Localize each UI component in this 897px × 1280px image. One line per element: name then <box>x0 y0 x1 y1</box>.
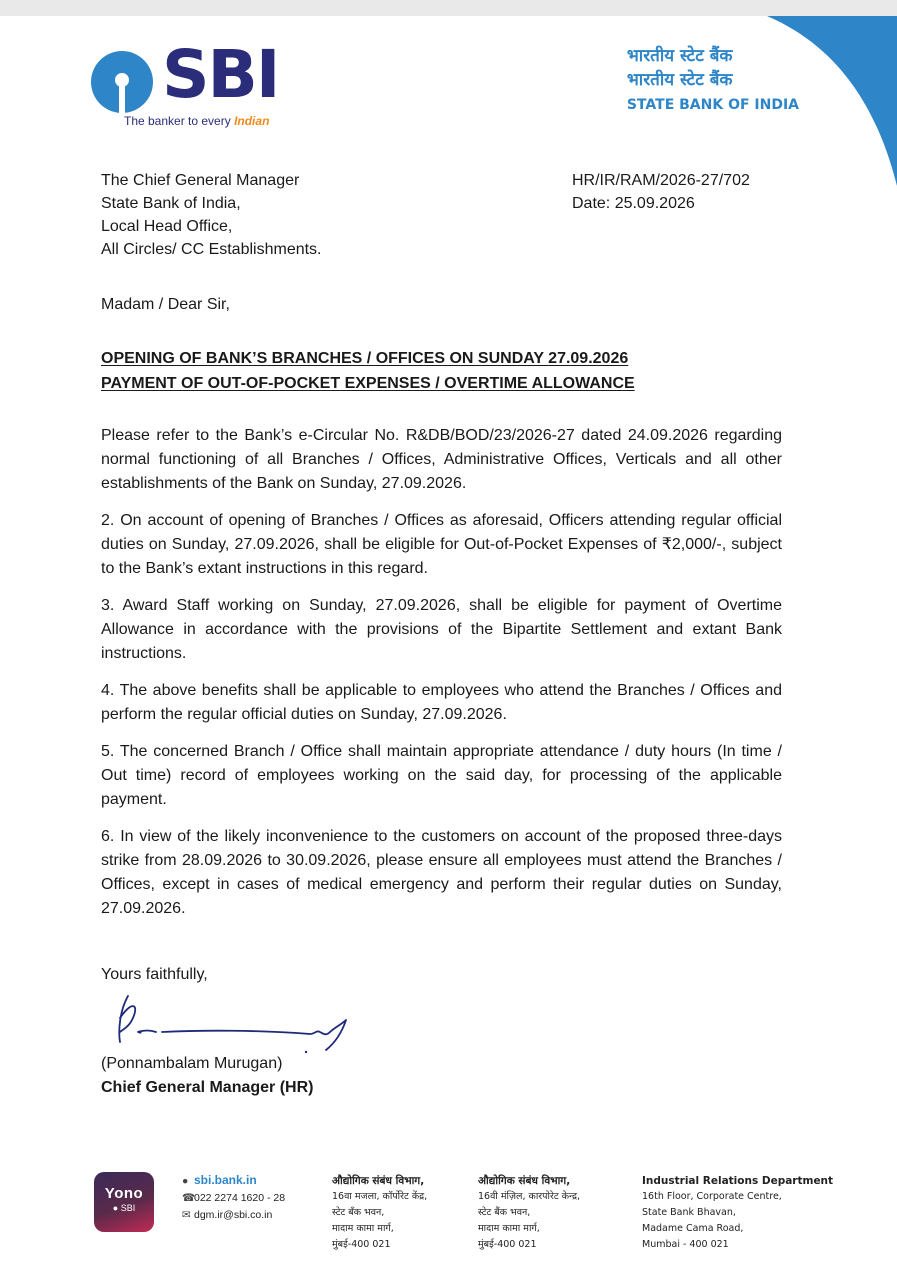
email-icon: ✉ <box>182 1209 191 1221</box>
sbi-wordmark: SBI <box>162 36 279 113</box>
handwritten-signature <box>110 990 360 1060</box>
footer-address-english: Industrial Relations Department 16th Floor, Corporate Centre, State Bank Bhavan, Madame Cama Road, Mumbai - 400 021 <box>642 1175 834 1250</box>
paragraph-2: 2. On account of opening of Branches / Offices as aforesaid, Officers attending regular official duties on Sunday, 27.09.2026, shall be eligible for Out-of-Pocket Expenses of ₹2,000/-, subject to the Bank’s extant instructions in this regard. <box>101 512 782 577</box>
recipient-address: The Chief General Manager State Bank of India, Local Head Office, All Circles/ CC Establishments. <box>101 172 322 258</box>
bank-name-english: STATE BANK OF INDIA <box>626 97 799 113</box>
contact-details <box>182 1172 285 1224</box>
paragraph-5: 5. The concerned Branch / Office shall maintain appropriate attendance / duty hours (In time / Out time) record of employees working on the said day, for processing of the applicable payment. <box>101 743 782 808</box>
subject-line-1: OPENING OF BANK’S BRANCHES / OFFICES ON SUNDAY 27.09.2026 <box>101 350 629 367</box>
website-link[interactable]: sbi.bank.in <box>194 1173 257 1187</box>
signer-designation: Chief General Manager (HR) <box>101 1079 314 1096</box>
salutation: Madam / Dear Sir, <box>101 296 230 313</box>
letter-body <box>101 424 782 934</box>
yono-app-logo: Yono ● SBI <box>94 1172 154 1232</box>
tagline: The banker to every Indian <box>124 114 270 128</box>
reference-block <box>572 169 750 215</box>
phone-icon: ☎ <box>182 1192 196 1204</box>
reference-number: HR/IR/RAM/2026-27/702 <box>572 172 750 189</box>
signer-block <box>101 1052 313 1100</box>
email-address[interactable]: dgm.ir@sbi.co.in <box>194 1209 273 1221</box>
letter-page <box>0 16 897 1280</box>
subject <box>101 346 635 396</box>
footer-address-hindi: औद्योगिक संबंध विभाग, 16वी मंज़िल, कारपोरेट केन्द्र, स्टेट बैंक भवन, मादाम कामा मार्ग, मुंबई-400 021 <box>478 1175 581 1250</box>
tagline-highlight: Indian <box>234 114 270 128</box>
paragraph-1: Please refer to the Bank’s e-Circular No. R&DB/BOD/23/2026-27 dated 24.09.2026 regarding normal functioning of all Branches / Offices, Administrative Offices, Verticals and all other establishments of the Bank on Sunday, 27.09.2026. <box>101 427 782 492</box>
closing: Yours faithfully, <box>101 966 208 983</box>
paragraph-4: 4. The above benefits shall be applicable to employees who attend the Branches / Offices and perform the regular official duties on Sunday, 27.09.2026. <box>101 682 782 723</box>
bank-name-hindi-2: भारतीय स्टेट बैंक <box>626 70 733 90</box>
subject-line-2: PAYMENT OF OUT-OF-POCKET EXPENSES / OVERTIME ALLOWANCE <box>101 375 635 392</box>
signer-name: (Ponnambalam Murugan) <box>101 1055 283 1072</box>
bank-name-block <box>627 44 799 116</box>
bank-name-hindi-1: भारतीय स्टेट बैंक <box>626 46 733 66</box>
letter-date: Date: 25.09.2026 <box>572 195 695 212</box>
footer-address-marathi: औद्योगिक संबंध विभाग, 16वा मजला, कॉर्पोरेट केंद्र, स्टेट बँक भवन, मादाम कामा मार्ग, मुंबई-400 021 <box>332 1175 428 1250</box>
paragraph-3: 3. Award Staff working on Sunday, 27.09.2026, shall be eligible for payment of Overtime Allowance in accordance with the provisions of the Bipartite Settlement and extant Bank instructions. <box>101 597 782 662</box>
globe-icon: ● <box>182 1175 189 1187</box>
sbi-logo <box>90 36 290 138</box>
paragraph-6: 6. In view of the likely inconvenience to the customers on account of the proposed three-days strike from 28.09.2026 to 30.09.2026, please ensure all employees must attend the Branches / Offices, except in cases of medical emergency and perform their regular duties on Sunday, 27.09.2026. <box>101 828 782 917</box>
phone-number: 022 2274 1620 - 28 <box>194 1192 286 1204</box>
yono-dot-icon: ● <box>112 1203 119 1213</box>
sbi-keyhole-icon <box>90 50 154 114</box>
